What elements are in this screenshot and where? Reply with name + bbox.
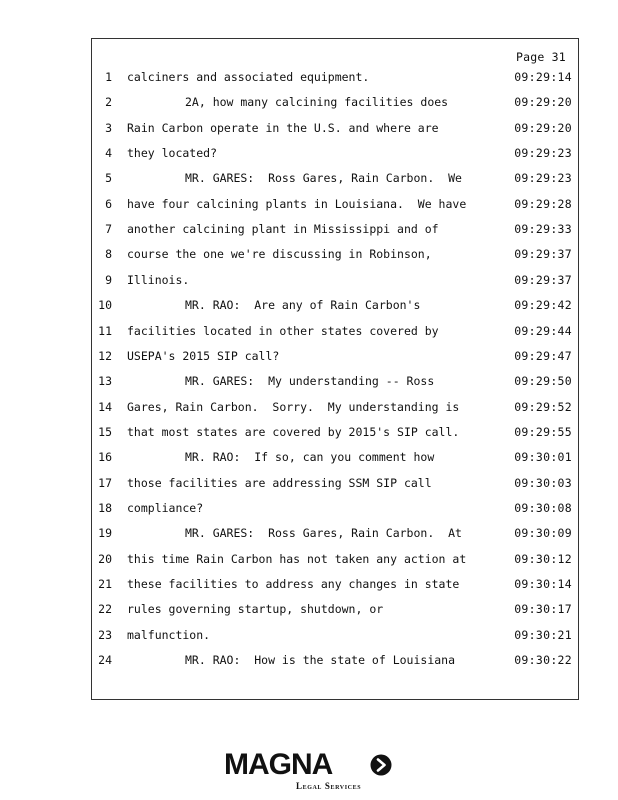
line-timestamp: 09:30:17 <box>514 602 572 617</box>
line-text: MR. RAO: Are any of Rain Carbon's <box>185 298 421 313</box>
line-text: they located? <box>127 146 218 161</box>
line-text: Illinois. <box>127 272 190 287</box>
line-timestamp: 09:30:08 <box>514 500 572 515</box>
line-timestamp: 09:29:37 <box>514 272 572 287</box>
line-timestamp: 09:29:14 <box>514 70 572 84</box>
line-text: MR. GARES: Ross Gares, Rain Carbon. We <box>185 171 462 186</box>
line-number: 16 <box>98 450 112 465</box>
line-timestamp: 09:29:47 <box>514 348 572 363</box>
line-number: 21 <box>98 577 112 591</box>
transcript-line <box>0 475 618 491</box>
line-timestamp: 09:29:55 <box>514 424 572 439</box>
line-timestamp: 09:29:50 <box>514 374 572 389</box>
chevron-right-circle-icon <box>370 754 392 776</box>
line-number: 18 <box>98 500 112 515</box>
line-text: rules governing startup, shutdown, or <box>127 602 384 617</box>
line-timestamp: 09:30:22 <box>514 653 572 668</box>
transcript-line <box>0 246 618 262</box>
transcript-line <box>0 424 618 440</box>
line-text: another calcining plant in Mississippi and of <box>127 222 439 237</box>
line-timestamp: 09:30:03 <box>514 475 572 490</box>
transcript-line <box>0 525 618 541</box>
line-number: 5 <box>105 171 112 186</box>
line-text: MR. RAO: How is the state of Louisiana <box>185 653 456 668</box>
line-number: 3 <box>105 120 112 135</box>
transcript-line <box>0 221 618 237</box>
line-text: USEPA's 2015 SIP call? <box>127 348 280 363</box>
transcript-line <box>0 323 618 339</box>
transcript-line <box>0 601 618 617</box>
transcript-line <box>0 399 618 415</box>
line-number: 19 <box>98 526 112 541</box>
line-text: course the one we're discussing in Robinson, <box>127 247 432 262</box>
line-text: MR. GARES: My understanding -- Ross <box>185 374 435 389</box>
line-text: this time Rain Carbon has not taken any action at <box>127 551 467 566</box>
line-number: 23 <box>98 627 112 642</box>
line-timestamp: 09:29:20 <box>514 120 572 135</box>
transcript-line <box>0 652 618 668</box>
line-number: 14 <box>98 399 112 414</box>
transcript-line <box>0 145 618 161</box>
transcript-line <box>0 551 618 567</box>
line-number: 1 <box>105 70 112 84</box>
line-text: MR. GARES: Ross Gares, Rain Carbon. At <box>185 526 462 541</box>
transcript-line <box>0 120 618 136</box>
line-timestamp: 09:30:09 <box>514 526 572 541</box>
line-number: 7 <box>105 222 112 237</box>
line-timestamp: 09:29:20 <box>514 95 572 110</box>
line-timestamp: 09:29:37 <box>514 247 572 262</box>
line-text: 2A, how many calcining facilities does <box>185 95 449 110</box>
line-timestamp: 09:29:33 <box>514 222 572 237</box>
line-text: compliance? <box>127 500 204 515</box>
transcript-line <box>0 69 618 85</box>
transcript-line <box>0 627 618 643</box>
logo-tagline: Legal Services <box>296 781 362 791</box>
line-number: 9 <box>105 272 112 287</box>
line-number: 4 <box>105 146 112 161</box>
line-number: 2 <box>105 95 112 110</box>
line-text: those facilities are addressing SSM SIP call <box>127 475 432 490</box>
line-number: 6 <box>105 196 112 211</box>
line-timestamp: 09:30:21 <box>514 627 572 642</box>
line-text: calciners and associated equipment. <box>127 70 370 84</box>
line-number: 20 <box>98 551 112 566</box>
line-number: 15 <box>98 424 112 439</box>
transcript-line <box>0 297 618 313</box>
line-timestamp: 09:29:52 <box>514 399 572 414</box>
line-text: MR. RAO: If so, can you comment how <box>185 450 435 465</box>
line-timestamp: 09:30:01 <box>514 450 572 465</box>
line-text: Gares, Rain Carbon. Sorry. My understanding is <box>127 399 460 414</box>
line-text: that most states are covered by 2015's SIP call. <box>127 424 460 439</box>
line-timestamp: 09:30:14 <box>514 577 572 591</box>
transcript-line <box>0 500 618 516</box>
line-number: 11 <box>98 323 112 338</box>
line-text: have four calcining plants in Louisiana. We have <box>127 196 467 211</box>
page-number: Page 31 <box>516 50 566 64</box>
transcript-line <box>0 576 618 592</box>
line-text: Rain Carbon operate in the U.S. and where are <box>127 120 439 135</box>
transcript-line <box>0 449 618 465</box>
line-text: these facilities to address any changes in state <box>127 577 460 591</box>
line-timestamp: 09:29:28 <box>514 196 572 211</box>
magna-logo <box>224 748 396 792</box>
line-timestamp: 09:29:23 <box>514 171 572 186</box>
line-text: facilities located in other states covered by <box>127 323 439 338</box>
line-number: 24 <box>98 653 112 668</box>
line-timestamp: 09:29:42 <box>514 298 572 313</box>
transcript-line <box>0 348 618 364</box>
line-timestamp: 09:29:23 <box>514 146 572 161</box>
transcript-line <box>0 373 618 389</box>
line-number: 10 <box>98 298 112 313</box>
line-text: malfunction. <box>127 627 211 642</box>
transcript-line <box>0 170 618 186</box>
logo-wordmark: MAGNA <box>224 748 333 781</box>
line-timestamp: 09:29:44 <box>514 323 572 338</box>
transcript-line <box>0 196 618 212</box>
line-number: 22 <box>98 602 112 617</box>
line-number: 17 <box>98 475 112 490</box>
transcript-line <box>0 94 618 110</box>
line-number: 13 <box>98 374 112 389</box>
line-number: 12 <box>98 348 112 363</box>
line-timestamp: 09:30:12 <box>514 551 572 566</box>
transcript-line <box>0 272 618 288</box>
line-number: 8 <box>105 247 112 262</box>
